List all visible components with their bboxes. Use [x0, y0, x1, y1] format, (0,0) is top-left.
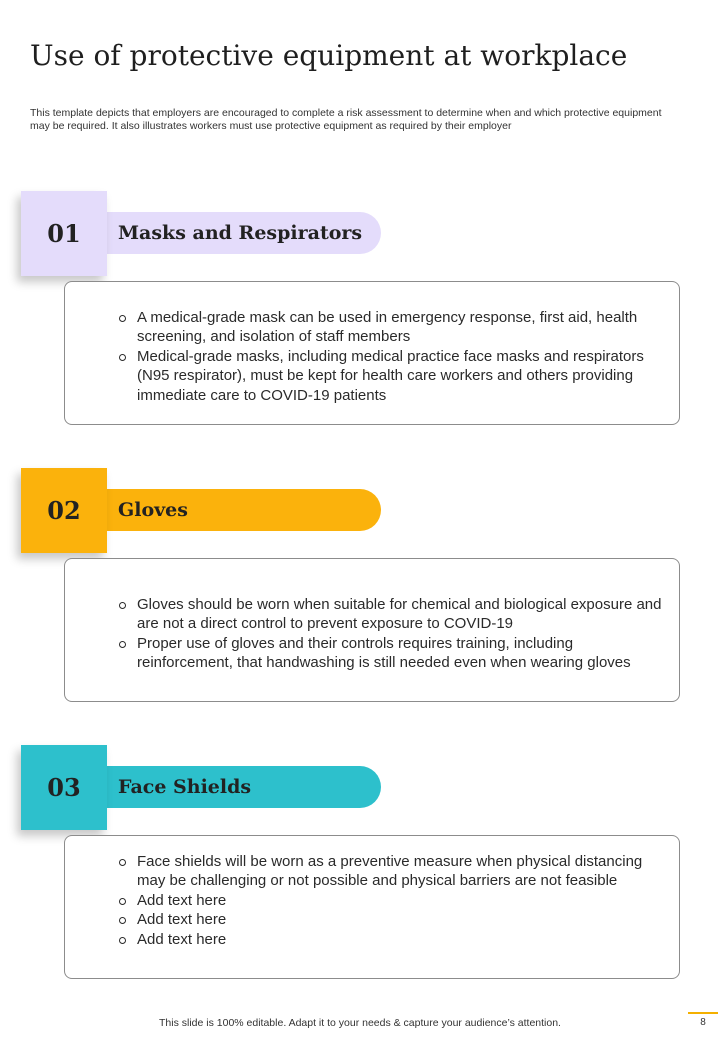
bullet-item: Add text here [117, 891, 667, 910]
page-description: This template depicts that employers are encouraged to complete a risk assessment to determine when and which protective equipment may be required. It also illustrates workers must use protective equipment as required by their employer [30, 107, 662, 132]
section-masks-and-respirators [0, 191, 720, 431]
section-content-card [64, 558, 680, 702]
bullet-item: Proper use of gloves and their controls requires training, including reinforcement, that handwashing is still needed even when wearing gloves [117, 634, 667, 673]
bullet-item: Medical-grade masks, including medical practice face masks and respirators (N95 respirator), must be kept for health care workers and others providing immediate care to COVID-19 patients [117, 347, 667, 405]
section-heading-pill [98, 489, 381, 531]
section-heading-pill [98, 212, 381, 254]
section-heading-pill [98, 766, 381, 808]
bullet-item: A medical-grade mask can be used in emergency response, first aid, health screening, and isolation of staff members [117, 308, 667, 347]
section-heading: Masks and Respirators [118, 222, 363, 244]
bullet-item: Add text here [117, 910, 667, 929]
bullet-list [117, 595, 667, 673]
bullet-item: Face shields will be worn as a preventive measure when physical distancing may be challenging or not possible and physical barriers are not feasible [117, 852, 667, 891]
section-number: 02 [47, 496, 81, 525]
section-content-card [64, 281, 680, 425]
bullet-item: Gloves should be worn when suitable for chemical and biological exposure and are not a direct control to prevent exposure to COVID-19 [117, 595, 667, 634]
bullet-list [117, 308, 667, 405]
section-number: 03 [47, 773, 81, 802]
section-number-box [21, 468, 107, 553]
footer-note: This slide is 100% editable. Adapt it to your needs & capture your audience’s attention. [159, 1017, 561, 1029]
section-gloves [0, 468, 720, 708]
section-number-box [21, 191, 107, 276]
page-number: 8 [688, 1012, 718, 1031]
section-heading: Face Shields [118, 776, 252, 798]
section-number: 01 [47, 219, 81, 248]
page-title: Use of protective equipment at workplace [30, 39, 628, 72]
bullet-item: Add text here [117, 930, 667, 949]
section-number-box [21, 745, 107, 830]
section-face-shields [0, 745, 720, 985]
bullet-list [117, 852, 667, 949]
section-content-card [64, 835, 680, 979]
section-heading: Gloves [118, 499, 188, 521]
